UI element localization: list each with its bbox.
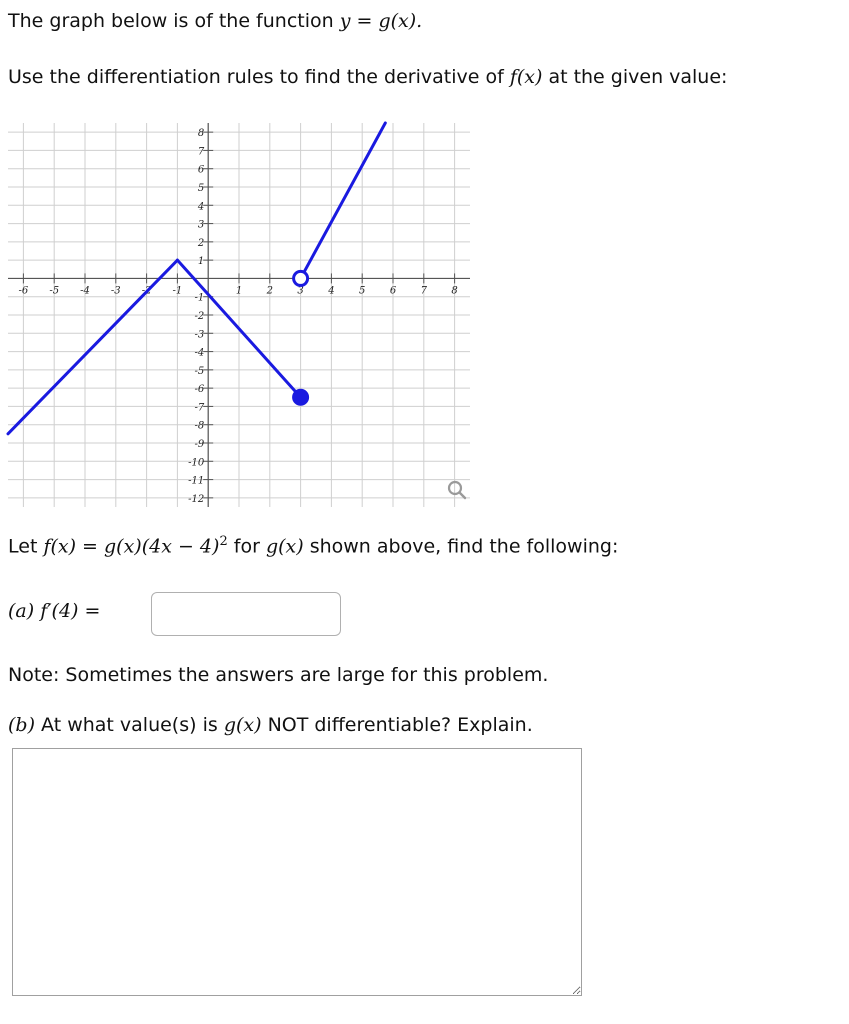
y-tick-label: 6 — [197, 164, 205, 176]
x-tick-label: 3 — [297, 285, 304, 297]
graph — [0, 115, 480, 510]
answer-a-input[interactable] — [151, 592, 341, 636]
y-tick-label: -11 — [188, 475, 205, 487]
part-b-text-after: NOT differentiable? Explain. — [267, 714, 533, 736]
part-a-func: f′(4) = — [40, 600, 101, 622]
y-tick-label: -8 — [194, 420, 205, 432]
y-tick-label: -9 — [194, 439, 205, 450]
intro-math-rhs: g(x). — [378, 10, 423, 32]
answer-b-textarea[interactable] — [12, 748, 582, 996]
y-tick-label: 4 — [197, 201, 205, 213]
given-prefix: Let — [8, 535, 38, 558]
y-tick-label: 7 — [197, 146, 205, 158]
x-tick-label: -5 — [49, 285, 60, 297]
given-mid: for — [233, 535, 260, 558]
part-a-label — [8, 600, 100, 622]
x-tick-label: 4 — [328, 285, 335, 297]
y-tick-label: -7 — [194, 402, 205, 414]
intro-math-eq: = — [350, 10, 379, 32]
question-intro — [8, 10, 422, 32]
given-math-f: f(x) = g(x)(4x − 4) — [43, 535, 220, 558]
x-tick-label: 6 — [389, 285, 397, 297]
y-tick-label: 8 — [197, 128, 205, 140]
x-tick-label: 1 — [235, 285, 243, 297]
y-tick-label: -5 — [194, 365, 205, 377]
x-tick-label: -3 — [110, 285, 121, 297]
given-math-g: g(x) — [265, 535, 304, 558]
given-exponent: 2 — [219, 534, 228, 549]
y-tick-label: 1 — [197, 256, 205, 268]
x-tick-label: 8 — [451, 285, 458, 297]
open-circle-point — [294, 271, 308, 285]
given-tail: shown above, find the following: — [309, 535, 619, 558]
x-tick-label: 2 — [266, 285, 273, 297]
part-b-paren: (b) — [8, 714, 35, 736]
y-tick-label: -6 — [194, 384, 205, 396]
instruction-tail: at the given value: — [548, 66, 728, 88]
y-tick-label: -3 — [194, 329, 205, 341]
x-tick-label: -4 — [80, 285, 90, 297]
part-b-text-before: At what value(s) is — [41, 714, 218, 736]
instruction-math: f(x) — [509, 66, 543, 88]
intro-text: The graph below is of the function — [8, 10, 334, 32]
y-tick-label: 5 — [197, 183, 205, 194]
question-instruction — [8, 66, 727, 88]
x-tick-label: -6 — [18, 285, 29, 297]
graph-svg — [0, 115, 480, 510]
y-tick-label: -10 — [188, 457, 205, 469]
intro-math-lhs: y — [339, 10, 351, 32]
x-tick-label: 7 — [420, 285, 427, 297]
graph-line-piece-3 — [301, 123, 386, 278]
part-b-label — [8, 714, 533, 736]
question-given — [8, 534, 618, 557]
zoom-icon-handle[interactable] — [460, 493, 466, 499]
part-b-math: g(x) — [223, 714, 262, 736]
y-tick-label: -2 — [194, 311, 205, 322]
part-a-paren: (a) — [8, 600, 35, 622]
y-tick-label: 3 — [197, 219, 205, 231]
x-tick-label: -2 — [141, 285, 152, 297]
closed-circle-point — [294, 390, 308, 404]
y-tick-label: 2 — [197, 237, 205, 249]
y-tick-label: -4 — [194, 347, 205, 359]
graph-line-piece-1 — [8, 260, 177, 434]
x-tick-label: 5 — [359, 285, 366, 297]
y-tick-label: -12 — [188, 493, 205, 505]
x-tick-label: -1 — [172, 285, 183, 297]
y-tick-label: -1 — [194, 292, 205, 304]
note-text: Note: Sometimes the answers are large for this problem. — [8, 664, 549, 686]
instruction-text: Use the differentiation rules to find the derivative of — [8, 66, 504, 88]
